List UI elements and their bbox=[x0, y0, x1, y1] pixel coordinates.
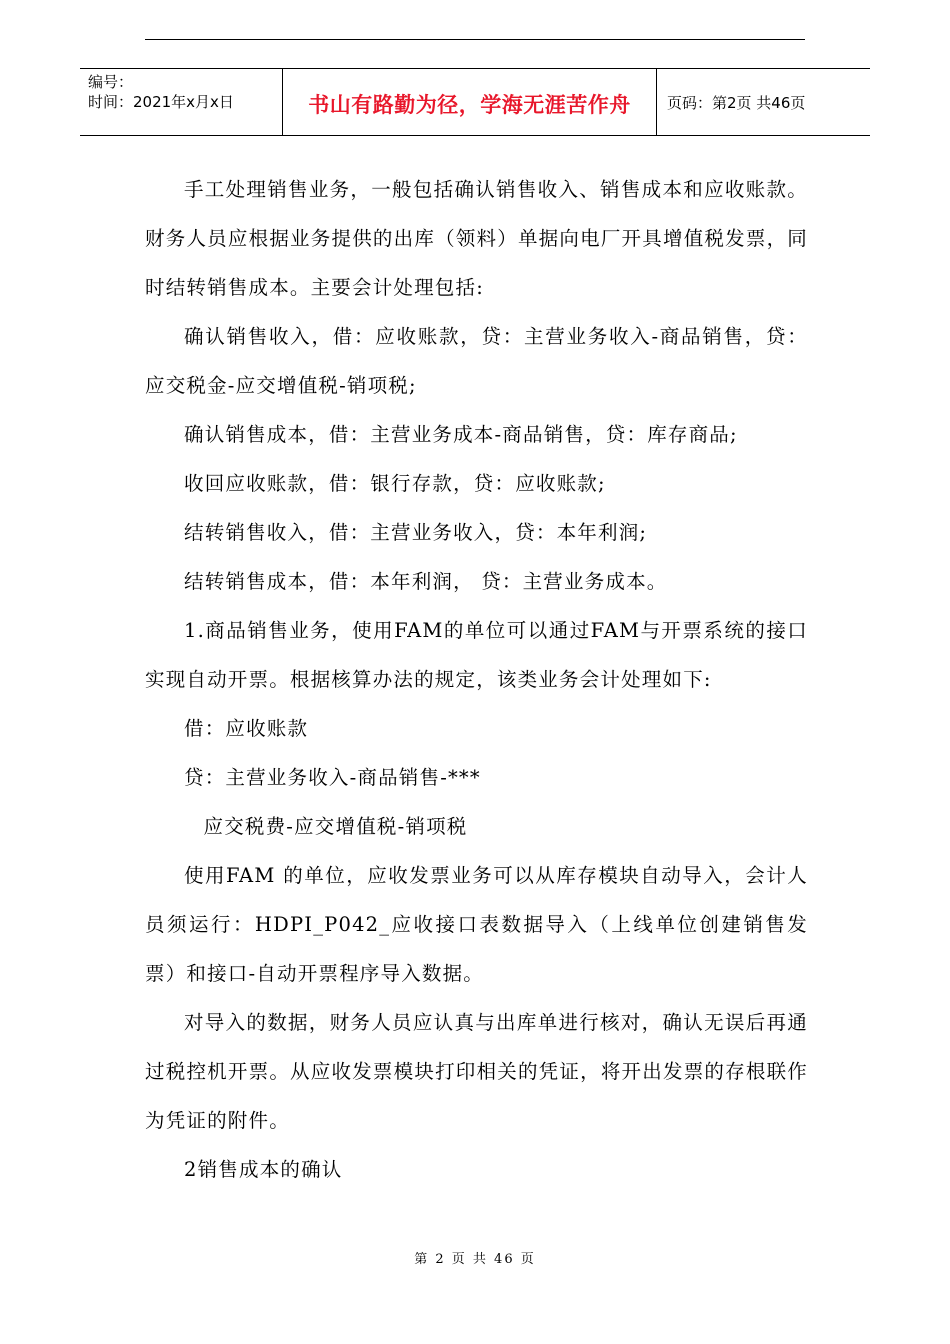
paragraph: 借：应收账款 bbox=[184, 717, 309, 740]
header-page-label: 页码：第2页 共46页 bbox=[667, 93, 806, 112]
paragraph: 手工处理销售业务，一般包括确认销售收入、销售成本和应收账款。财务人员应根据业务提供的出库（领料）单据向电厂开具增值税发票，同时结转销售成本。主要会计处理包括: bbox=[145, 178, 808, 299]
paragraph: 确认销售收入，借：应收账款，贷：主营业务收入-商品销售，贷：应交税金-应交增值税-销项税; bbox=[145, 325, 808, 397]
paragraph: 应交税费-应交增值税-销项税 bbox=[203, 815, 468, 838]
header-page-cell bbox=[657, 69, 870, 135]
page-footer: 第 2 页 共 46 页 bbox=[414, 1252, 536, 1267]
header-motto: 书山有路勤为径，学海无涯苦作舟 bbox=[308, 93, 631, 117]
document-date-label: 时间：2021年x月x日 bbox=[88, 93, 234, 111]
top-rule bbox=[145, 39, 805, 40]
paragraph: 确认销售成本，借：主营业务成本-商品销售，贷：库存商品; bbox=[184, 423, 738, 446]
page-header bbox=[80, 68, 870, 136]
document-number-label: 编号： bbox=[88, 73, 134, 91]
paragraph: 使用FAM 的单位，应收发票业务可以从库存模块自动导入，会计人员须运行：HDPI_P042_应收接口表数据导入（上线单位创建销售发票）和接口-自动开票程序导入数据。 bbox=[145, 864, 808, 985]
header-meta-cell bbox=[80, 69, 283, 135]
header-motto-cell bbox=[283, 69, 657, 135]
paragraph: 1.商品销售业务，使用FAM的单位可以通过FAM与开票系统的接口实现自动开票。根据核算办法的规定，该类业务会计处理如下: bbox=[145, 619, 808, 691]
paragraph: 贷：主营业务收入-商品销售-*** bbox=[184, 766, 481, 789]
paragraph: 结转销售成本，借：本年利润， 贷：主营业务成本。 bbox=[184, 570, 668, 593]
document-body bbox=[145, 165, 808, 1194]
paragraph: 结转销售收入，借：主营业务收入，贷：本年利润; bbox=[184, 521, 648, 544]
paragraph: 2销售成本的确认 bbox=[184, 1158, 343, 1181]
paragraph: 对导入的数据，财务人员应认真与出库单进行核对，确认无误后再通过税控机开票。从应收发票模块打印相关的凭证，将开出发票的存根联作为凭证的附件。 bbox=[145, 1011, 808, 1132]
paragraph: 收回应收账款，借：银行存款，贷：应收账款; bbox=[184, 472, 606, 495]
